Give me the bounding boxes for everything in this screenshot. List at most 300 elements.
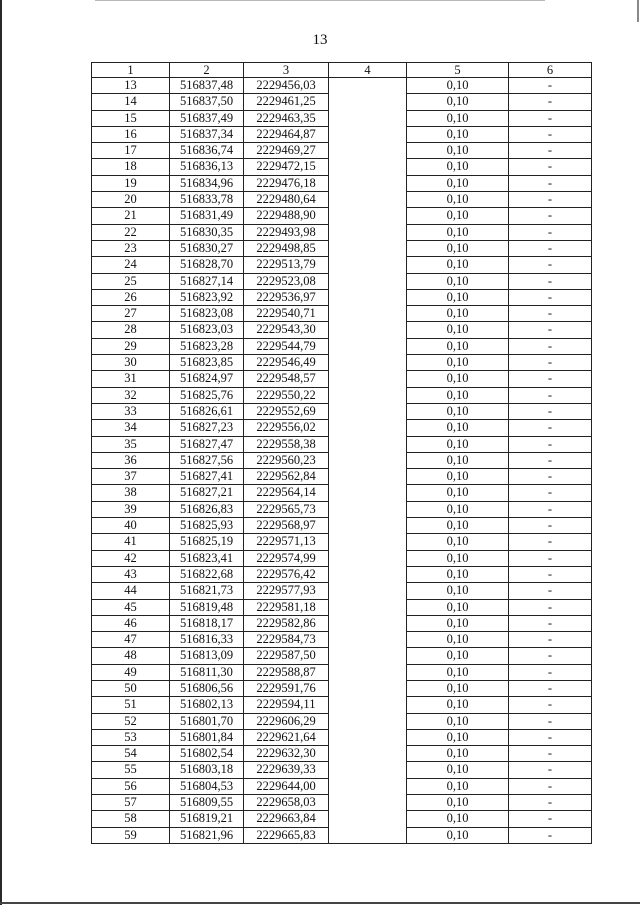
accuracy-cell: 0,10 [407, 159, 509, 175]
table-row [92, 518, 592, 534]
x-coordinate-cell: 516827,41 [170, 469, 244, 485]
y-coordinate-cell: 2229493,98 [244, 224, 329, 240]
y-coordinate-cell: 2229568,97 [244, 518, 329, 534]
col4-cell [329, 126, 407, 142]
table-row [92, 420, 592, 436]
accuracy-cell: 0,10 [407, 615, 509, 631]
point-number-cell: 13 [92, 78, 170, 94]
col4-cell [329, 746, 407, 762]
col4-cell [329, 208, 407, 224]
accuracy-cell: 0,10 [407, 273, 509, 289]
y-coordinate-cell: 2229639,33 [244, 762, 329, 778]
x-coordinate-cell: 516819,21 [170, 811, 244, 827]
table-row [92, 192, 592, 208]
col4-cell [329, 306, 407, 322]
table-row [92, 208, 592, 224]
col4-cell [329, 143, 407, 159]
point-number-cell: 16 [92, 126, 170, 142]
y-coordinate-cell: 2229587,50 [244, 648, 329, 664]
y-coordinate-cell: 2229476,18 [244, 175, 329, 191]
point-number-cell: 39 [92, 501, 170, 517]
table-row [92, 664, 592, 680]
col6-cell: - [509, 403, 592, 419]
table-row [92, 615, 592, 631]
col6-cell: - [509, 143, 592, 159]
col4-cell [329, 469, 407, 485]
y-coordinate-cell: 2229546,49 [244, 355, 329, 371]
col4-cell [329, 192, 407, 208]
table-header [92, 63, 592, 78]
point-number-cell: 55 [92, 762, 170, 778]
col4-cell [329, 680, 407, 696]
col6-cell: - [509, 159, 592, 175]
accuracy-cell: 0,10 [407, 795, 509, 811]
table-row [92, 746, 592, 762]
col6-cell: - [509, 746, 592, 762]
x-coordinate-cell: 516827,21 [170, 485, 244, 501]
x-coordinate-cell: 516827,14 [170, 273, 244, 289]
accuracy-cell: 0,10 [407, 762, 509, 778]
y-coordinate-cell: 2229463,35 [244, 110, 329, 126]
y-coordinate-cell: 2229591,76 [244, 680, 329, 696]
x-coordinate-cell: 516823,08 [170, 306, 244, 322]
col6-cell: - [509, 664, 592, 680]
table-row [92, 713, 592, 729]
col4-cell [329, 110, 407, 126]
col4-cell [329, 599, 407, 615]
table-row [92, 289, 592, 305]
table-row [92, 436, 592, 452]
y-coordinate-cell: 2229536,97 [244, 289, 329, 305]
point-number-cell: 43 [92, 566, 170, 582]
table-row [92, 811, 592, 827]
accuracy-cell: 0,10 [407, 501, 509, 517]
col6-cell: - [509, 680, 592, 696]
y-coordinate-cell: 2229632,30 [244, 746, 329, 762]
table-row [92, 94, 592, 110]
point-number-cell: 38 [92, 485, 170, 501]
x-coordinate-cell: 516811,30 [170, 664, 244, 680]
point-number-cell: 46 [92, 615, 170, 631]
y-coordinate-cell: 2229577,93 [244, 583, 329, 599]
table-row [92, 78, 592, 94]
table-row [92, 795, 592, 811]
table-row [92, 322, 592, 338]
y-coordinate-cell: 2229644,00 [244, 778, 329, 794]
accuracy-cell: 0,10 [407, 680, 509, 696]
col6-cell: - [509, 436, 592, 452]
point-number-cell: 52 [92, 713, 170, 729]
accuracy-cell: 0,10 [407, 355, 509, 371]
point-number-cell: 54 [92, 746, 170, 762]
table-row [92, 501, 592, 517]
col6-cell: - [509, 78, 592, 94]
x-coordinate-cell: 516830,35 [170, 224, 244, 240]
point-number-cell: 35 [92, 436, 170, 452]
x-coordinate-cell: 516827,56 [170, 452, 244, 468]
x-coordinate-cell: 516806,56 [170, 680, 244, 696]
col6-cell: - [509, 273, 592, 289]
x-coordinate-cell: 516823,85 [170, 355, 244, 371]
x-coordinate-cell: 516819,48 [170, 599, 244, 615]
col6-cell: - [509, 729, 592, 745]
col6-cell: - [509, 289, 592, 305]
table-row [92, 224, 592, 240]
col6-cell: - [509, 795, 592, 811]
col4-cell [329, 648, 407, 664]
accuracy-cell: 0,10 [407, 664, 509, 680]
col4-cell [329, 664, 407, 680]
point-number-cell: 30 [92, 355, 170, 371]
accuracy-cell: 0,10 [407, 387, 509, 403]
x-coordinate-cell: 516823,92 [170, 289, 244, 305]
scan-left-edge [0, 0, 2, 905]
y-coordinate-cell: 2229581,18 [244, 599, 329, 615]
col6-cell: - [509, 355, 592, 371]
col4-cell [329, 518, 407, 534]
col4-cell [329, 615, 407, 631]
col4-cell [329, 697, 407, 713]
x-coordinate-cell: 516834,96 [170, 175, 244, 191]
col6-cell: - [509, 518, 592, 534]
point-number-cell: 37 [92, 469, 170, 485]
col4-cell [329, 485, 407, 501]
point-number-cell: 26 [92, 289, 170, 305]
point-number-cell: 41 [92, 534, 170, 550]
accuracy-cell: 0,10 [407, 827, 509, 843]
x-coordinate-cell: 516804,53 [170, 778, 244, 794]
col6-cell: - [509, 778, 592, 794]
col6-cell: - [509, 126, 592, 142]
accuracy-cell: 0,10 [407, 452, 509, 468]
col4-cell [329, 289, 407, 305]
table-row [92, 729, 592, 745]
col6-cell: - [509, 550, 592, 566]
point-number-cell: 14 [92, 94, 170, 110]
table-row [92, 648, 592, 664]
col4-cell [329, 632, 407, 648]
point-number-cell: 57 [92, 795, 170, 811]
accuracy-cell: 0,10 [407, 583, 509, 599]
x-coordinate-cell: 516809,55 [170, 795, 244, 811]
table-row [92, 534, 592, 550]
col4-cell [329, 452, 407, 468]
accuracy-cell: 0,10 [407, 566, 509, 582]
table-row [92, 550, 592, 566]
y-coordinate-cell: 2229658,03 [244, 795, 329, 811]
col6-cell: - [509, 322, 592, 338]
accuracy-cell: 0,10 [407, 778, 509, 794]
x-coordinate-cell: 516825,76 [170, 387, 244, 403]
point-number-cell: 58 [92, 811, 170, 827]
point-number-cell: 33 [92, 403, 170, 419]
table-row [92, 257, 592, 273]
col4-cell [329, 273, 407, 289]
x-coordinate-cell: 516825,19 [170, 534, 244, 550]
col4-cell [329, 534, 407, 550]
x-coordinate-cell: 516827,47 [170, 436, 244, 452]
accuracy-cell: 0,10 [407, 534, 509, 550]
col4-cell [329, 257, 407, 273]
y-coordinate-cell: 2229464,87 [244, 126, 329, 142]
accuracy-cell: 0,10 [407, 126, 509, 142]
y-coordinate-cell: 2229588,87 [244, 664, 329, 680]
x-coordinate-cell: 516813,09 [170, 648, 244, 664]
point-number-cell: 44 [92, 583, 170, 599]
y-coordinate-cell: 2229564,14 [244, 485, 329, 501]
col6-cell: - [509, 224, 592, 240]
table-row [92, 599, 592, 615]
point-number-cell: 51 [92, 697, 170, 713]
table-row [92, 387, 592, 403]
point-number-cell: 45 [92, 599, 170, 615]
y-coordinate-cell: 2229663,84 [244, 811, 329, 827]
x-coordinate-cell: 516831,49 [170, 208, 244, 224]
y-coordinate-cell: 2229560,23 [244, 452, 329, 468]
accuracy-cell: 0,10 [407, 713, 509, 729]
accuracy-cell: 0,10 [407, 224, 509, 240]
col6-cell: - [509, 94, 592, 110]
col4-cell [329, 583, 407, 599]
col4-cell [329, 762, 407, 778]
point-number-cell: 34 [92, 420, 170, 436]
col6-cell: - [509, 762, 592, 778]
col6-cell: - [509, 827, 592, 843]
col4-cell [329, 420, 407, 436]
point-number-cell: 28 [92, 322, 170, 338]
point-number-cell: 29 [92, 338, 170, 354]
y-coordinate-cell: 2229574,99 [244, 550, 329, 566]
accuracy-cell: 0,10 [407, 469, 509, 485]
accuracy-cell: 0,10 [407, 729, 509, 745]
table-row [92, 371, 592, 387]
col6-cell: - [509, 110, 592, 126]
point-number-cell: 19 [92, 175, 170, 191]
col6-cell: - [509, 208, 592, 224]
point-number-cell: 47 [92, 632, 170, 648]
header-col-2: 2 [170, 63, 244, 78]
table-row [92, 469, 592, 485]
col4-cell [329, 240, 407, 256]
point-number-cell: 36 [92, 452, 170, 468]
scan-top-rule [95, 0, 545, 1]
table-row [92, 632, 592, 648]
accuracy-cell: 0,10 [407, 632, 509, 648]
x-coordinate-cell: 516818,17 [170, 615, 244, 631]
y-coordinate-cell: 2229594,11 [244, 697, 329, 713]
y-coordinate-cell: 2229469,27 [244, 143, 329, 159]
table-row [92, 175, 592, 191]
accuracy-cell: 0,10 [407, 143, 509, 159]
col6-cell: - [509, 713, 592, 729]
col6-cell: - [509, 485, 592, 501]
col6-cell: - [509, 420, 592, 436]
accuracy-cell: 0,10 [407, 811, 509, 827]
col4-cell [329, 501, 407, 517]
x-coordinate-cell: 516827,23 [170, 420, 244, 436]
accuracy-cell: 0,10 [407, 289, 509, 305]
x-coordinate-cell: 516837,49 [170, 110, 244, 126]
table-body [92, 78, 592, 844]
x-coordinate-cell: 516826,83 [170, 501, 244, 517]
col4-cell [329, 550, 407, 566]
col6-cell: - [509, 306, 592, 322]
y-coordinate-cell: 2229565,73 [244, 501, 329, 517]
table-row [92, 273, 592, 289]
point-number-cell: 49 [92, 664, 170, 680]
accuracy-cell: 0,10 [407, 78, 509, 94]
point-number-cell: 50 [92, 680, 170, 696]
accuracy-cell: 0,10 [407, 697, 509, 713]
point-number-cell: 53 [92, 729, 170, 745]
accuracy-cell: 0,10 [407, 175, 509, 191]
accuracy-cell: 0,10 [407, 338, 509, 354]
x-coordinate-cell: 516824,97 [170, 371, 244, 387]
y-coordinate-cell: 2229582,86 [244, 615, 329, 631]
header-col-4: 4 [329, 63, 407, 78]
accuracy-cell: 0,10 [407, 550, 509, 566]
table-row [92, 126, 592, 142]
table-row [92, 403, 592, 419]
accuracy-cell: 0,10 [407, 599, 509, 615]
point-number-cell: 22 [92, 224, 170, 240]
header-col-3: 3 [244, 63, 329, 78]
x-coordinate-cell: 516822,68 [170, 566, 244, 582]
table-row [92, 485, 592, 501]
x-coordinate-cell: 516802,13 [170, 697, 244, 713]
col4-cell [329, 159, 407, 175]
x-coordinate-cell: 516837,34 [170, 126, 244, 142]
x-coordinate-cell: 516823,03 [170, 322, 244, 338]
col6-cell: - [509, 632, 592, 648]
header-row [92, 63, 592, 78]
table-row [92, 680, 592, 696]
col6-cell: - [509, 599, 592, 615]
col6-cell: - [509, 615, 592, 631]
y-coordinate-cell: 2229550,22 [244, 387, 329, 403]
scan-right-mark [637, 0, 639, 22]
x-coordinate-cell: 516821,73 [170, 583, 244, 599]
point-number-cell: 21 [92, 208, 170, 224]
col4-cell [329, 224, 407, 240]
accuracy-cell: 0,10 [407, 403, 509, 419]
col4-cell [329, 338, 407, 354]
x-coordinate-cell: 516828,70 [170, 257, 244, 273]
col4-cell [329, 355, 407, 371]
table-row [92, 566, 592, 582]
y-coordinate-cell: 2229584,73 [244, 632, 329, 648]
x-coordinate-cell: 516826,61 [170, 403, 244, 419]
table-row [92, 355, 592, 371]
x-coordinate-cell: 516837,48 [170, 78, 244, 94]
y-coordinate-cell: 2229544,79 [244, 338, 329, 354]
y-coordinate-cell: 2229665,83 [244, 827, 329, 843]
y-coordinate-cell: 2229621,64 [244, 729, 329, 745]
point-number-cell: 24 [92, 257, 170, 273]
col4-cell [329, 729, 407, 745]
x-coordinate-cell: 516836,74 [170, 143, 244, 159]
point-number-cell: 59 [92, 827, 170, 843]
x-coordinate-cell: 516837,50 [170, 94, 244, 110]
col6-cell: - [509, 811, 592, 827]
col4-cell [329, 566, 407, 582]
y-coordinate-cell: 2229540,71 [244, 306, 329, 322]
accuracy-cell: 0,10 [407, 208, 509, 224]
table-row [92, 583, 592, 599]
y-coordinate-cell: 2229571,13 [244, 534, 329, 550]
point-number-cell: 17 [92, 143, 170, 159]
col4-cell [329, 175, 407, 191]
point-number-cell: 40 [92, 518, 170, 534]
accuracy-cell: 0,10 [407, 518, 509, 534]
table-row [92, 159, 592, 175]
point-number-cell: 18 [92, 159, 170, 175]
y-coordinate-cell: 2229552,69 [244, 403, 329, 419]
table-row [92, 110, 592, 126]
accuracy-cell: 0,10 [407, 192, 509, 208]
table-row [92, 338, 592, 354]
col4-cell [329, 403, 407, 419]
col6-cell: - [509, 371, 592, 387]
col6-cell: - [509, 534, 592, 550]
point-number-cell: 48 [92, 648, 170, 664]
x-coordinate-cell: 516816,33 [170, 632, 244, 648]
accuracy-cell: 0,10 [407, 110, 509, 126]
accuracy-cell: 0,10 [407, 485, 509, 501]
col6-cell: - [509, 452, 592, 468]
col6-cell: - [509, 697, 592, 713]
y-coordinate-cell: 2229543,30 [244, 322, 329, 338]
x-coordinate-cell: 516821,96 [170, 827, 244, 843]
col4-cell [329, 827, 407, 843]
col4-cell [329, 387, 407, 403]
col6-cell: - [509, 469, 592, 485]
accuracy-cell: 0,10 [407, 94, 509, 110]
y-coordinate-cell: 2229461,25 [244, 94, 329, 110]
table-row [92, 306, 592, 322]
y-coordinate-cell: 2229548,57 [244, 371, 329, 387]
y-coordinate-cell: 2229576,42 [244, 566, 329, 582]
col6-cell: - [509, 257, 592, 273]
table-row [92, 697, 592, 713]
point-number-cell: 42 [92, 550, 170, 566]
table-row [92, 143, 592, 159]
col4-cell [329, 436, 407, 452]
header-col-1: 1 [92, 63, 170, 78]
accuracy-cell: 0,10 [407, 240, 509, 256]
col6-cell: - [509, 648, 592, 664]
page-number: 13 [312, 32, 328, 48]
point-number-cell: 20 [92, 192, 170, 208]
x-coordinate-cell: 516825,93 [170, 518, 244, 534]
col4-cell [329, 811, 407, 827]
point-number-cell: 23 [92, 240, 170, 256]
col4-cell [329, 795, 407, 811]
point-number-cell: 56 [92, 778, 170, 794]
accuracy-cell: 0,10 [407, 746, 509, 762]
col6-cell: - [509, 175, 592, 191]
x-coordinate-cell: 516801,84 [170, 729, 244, 745]
y-coordinate-cell: 2229523,08 [244, 273, 329, 289]
table-row [92, 452, 592, 468]
col6-cell: - [509, 501, 592, 517]
col6-cell: - [509, 192, 592, 208]
y-coordinate-cell: 2229498,85 [244, 240, 329, 256]
col6-cell: - [509, 583, 592, 599]
col6-cell: - [509, 338, 592, 354]
y-coordinate-cell: 2229562,84 [244, 469, 329, 485]
x-coordinate-cell: 516833,78 [170, 192, 244, 208]
